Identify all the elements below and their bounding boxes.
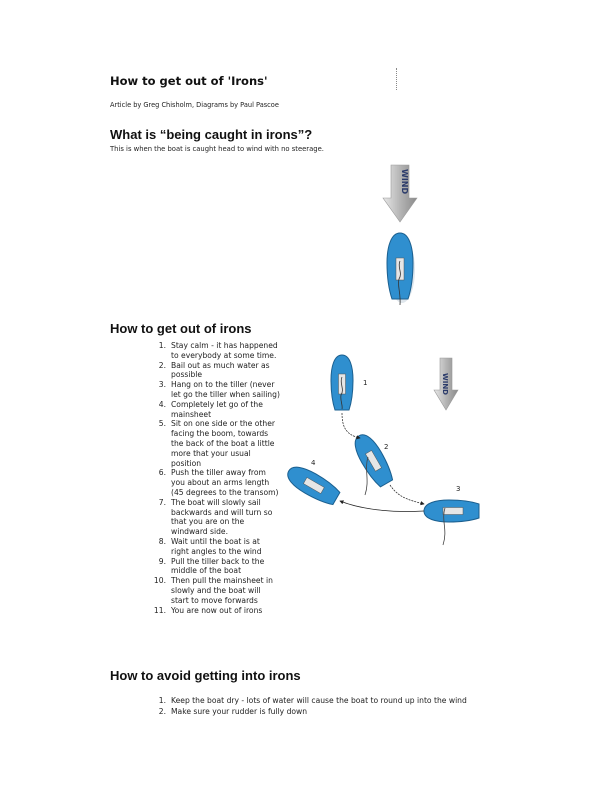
boat-icon <box>387 233 415 305</box>
list-item: 10. Then pull the mainsheet in slowly and the boat will start to move forwards <box>153 576 273 605</box>
boat-2-icon <box>349 430 396 489</box>
list-item: 5. Sit on one side or the other facing the boom, towards the back of the boat a little more that your usual position <box>158 419 275 468</box>
boat-1-icon <box>331 355 353 410</box>
boat-4-icon <box>283 461 342 508</box>
get-out-steps-list <box>150 341 280 615</box>
path-arrow-1-to-2 <box>342 413 360 438</box>
path-arrow-3-to-4 <box>340 501 424 512</box>
list-item: 9. Pull the tiller back to the middle of the boat <box>158 556 265 576</box>
list-item: 7. The boat will slowly sail backwards and will turn so that you are on the windward side. <box>158 497 273 537</box>
boat-label-1: 1 <box>363 379 368 387</box>
boat-label-3: 3 <box>456 485 461 493</box>
heading-avoid-irons: How to avoid getting into irons <box>110 668 301 683</box>
wind-arrow-icon <box>434 358 458 410</box>
avoid-steps-list <box>150 696 510 717</box>
heading-get-out-of-irons: How to get out of irons <box>110 321 252 336</box>
diagram-getting-out-sequence <box>280 345 485 560</box>
list-item: 1. Keep the boat dry - lots of water will cause the boat to round up into the wind <box>158 696 467 705</box>
boat-label-4: 4 <box>311 459 316 467</box>
path-arrow-2-to-3 <box>390 485 424 504</box>
heading-what-is-irons: What is “being caught in irons”? <box>110 127 313 142</box>
intro-text: This is when the boat is caught head to wind with no steerage. <box>110 145 324 153</box>
list-item: 3. Hang on to the tiller (never let go the tiller when sailing) <box>158 380 280 399</box>
wind-arrow-icon <box>383 165 417 222</box>
list-item: 2. Make sure your rudder is fully down <box>158 706 308 716</box>
dotted-divider <box>396 68 397 90</box>
list-item: 2. Bail out as much water as possible <box>158 360 270 380</box>
wind-label: WIND <box>400 169 409 195</box>
list-item: 11. You are now out of irons <box>153 605 263 615</box>
list-item: 8. Wait until the boat is at right angles to the wind <box>158 536 262 556</box>
wind-label: WIND <box>441 373 449 395</box>
diagram-in-irons <box>360 160 440 305</box>
list-item: 6. Push the tiller away from you about an arms length (45 degrees to the transom) <box>158 468 279 497</box>
boat-label-2: 2 <box>384 443 389 451</box>
list-item: 1. Stay calm - it has happened to everybody at some time. <box>158 341 278 360</box>
list-item: 4. Completely let go of the mainsheet <box>158 399 263 419</box>
boat-3-icon <box>424 500 479 522</box>
document-title: How to get out of 'Irons' <box>110 74 268 88</box>
byline: Article by Greg Chisholm, Diagrams by Paul Pascoe <box>110 101 279 109</box>
